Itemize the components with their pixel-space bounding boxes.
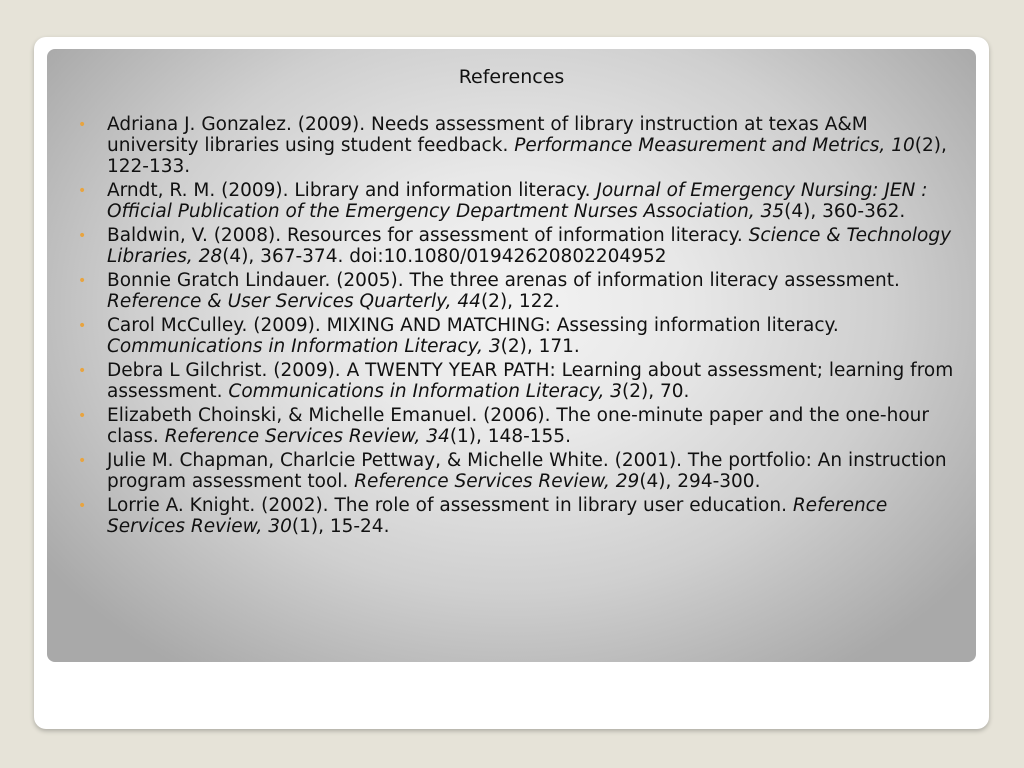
reference-item: [78, 180, 958, 222]
reference-source: Reference Services Review, 29: [354, 471, 640, 492]
bullet-icon: •: [78, 408, 87, 424]
bullet-icon: •: [78, 453, 87, 469]
reference-text: Carol McCulley. (2009). MIXING AND MATCHING: Assessing information literacy.: [107, 315, 839, 336]
reference-item: [78, 495, 958, 537]
reference-citation: (1), 148-155.: [449, 426, 571, 447]
reference-text: Debra L Gilchrist. (2009). A TWENTY YEAR PATH: Learning about assessment; learning from assessment.: [107, 360, 954, 402]
reference-text: Lorrie A. Knight. (2002). The role of assessment in library user education.: [107, 495, 793, 516]
bullet-icon: •: [78, 498, 87, 514]
reference-item: [78, 450, 958, 492]
reference-source: Communications in Information Literacy, 3: [107, 336, 501, 357]
reference-source: Performance Measurement and Metrics, 10: [514, 135, 915, 156]
reference-source: Science & Technology Libraries, 28: [107, 225, 952, 267]
slide-title: References: [458, 66, 565, 88]
reference-item: [78, 114, 958, 177]
reference-citation: (4), 360-362.: [784, 201, 906, 222]
reference-text: Elizabeth Choinski, & Michelle Emanuel. (2006). The one-minute paper and the one-hour class.: [107, 405, 929, 447]
bullet-icon: •: [78, 183, 87, 199]
content-panel: [47, 49, 976, 662]
reference-item: [78, 225, 958, 267]
reference-item: [78, 315, 958, 357]
reference-citation: (1), 15-24.: [291, 516, 390, 537]
reference-citation: (4), 367-374. doi:10.1080/01942620802204952: [222, 246, 667, 267]
reference-text: Baldwin, V. (2008). Resources for assessment of information literacy.: [107, 225, 749, 246]
bullet-icon: •: [78, 363, 87, 379]
reference-citation: (2), 70.: [622, 381, 690, 402]
reference-source: Reference & User Services Quarterly, 44: [107, 291, 481, 312]
reference-citation: (2), 122.: [480, 291, 561, 312]
reference-citation: (2), 171.: [500, 336, 580, 357]
reference-item: [78, 405, 958, 447]
reference-text: Arndt, R. M. (2009). Library and information literacy.: [107, 180, 597, 201]
reference-citation: (4), 294-300.: [639, 471, 761, 492]
reference-item: [78, 270, 958, 312]
bullet-icon: •: [78, 273, 87, 289]
bullet-icon: •: [78, 228, 87, 244]
reference-item: [78, 360, 958, 402]
reference-text: Adriana J. Gonzalez. (2009). Needs assessment of library instruction at texas A&M university libraries using student feedback.: [107, 114, 868, 156]
reference-citation: (2), 122-133.: [107, 135, 947, 177]
reference-source: Journal of Emergency Nursing: JEN : Official Publication of the Emergency Department Nurses Association, 35: [107, 180, 928, 222]
bullet-icon: •: [78, 318, 87, 334]
bullet-icon: •: [78, 117, 87, 133]
reference-source: Communications in Information Literacy, 3: [228, 381, 623, 402]
reference-text: Bonnie Gratch Lindauer. (2005). The three arenas of information literacy assessment.: [107, 270, 900, 291]
slide-card: [34, 37, 989, 729]
reference-source: Reference Services Review, 30: [107, 495, 888, 537]
reference-source: Reference Services Review, 34: [164, 426, 450, 447]
reference-text: Julie M. Chapman, Charlcie Pettway, & Michelle White. (2001). The portfolio: An instruction program assessment tool.: [107, 450, 947, 492]
reference-list: [78, 114, 958, 540]
